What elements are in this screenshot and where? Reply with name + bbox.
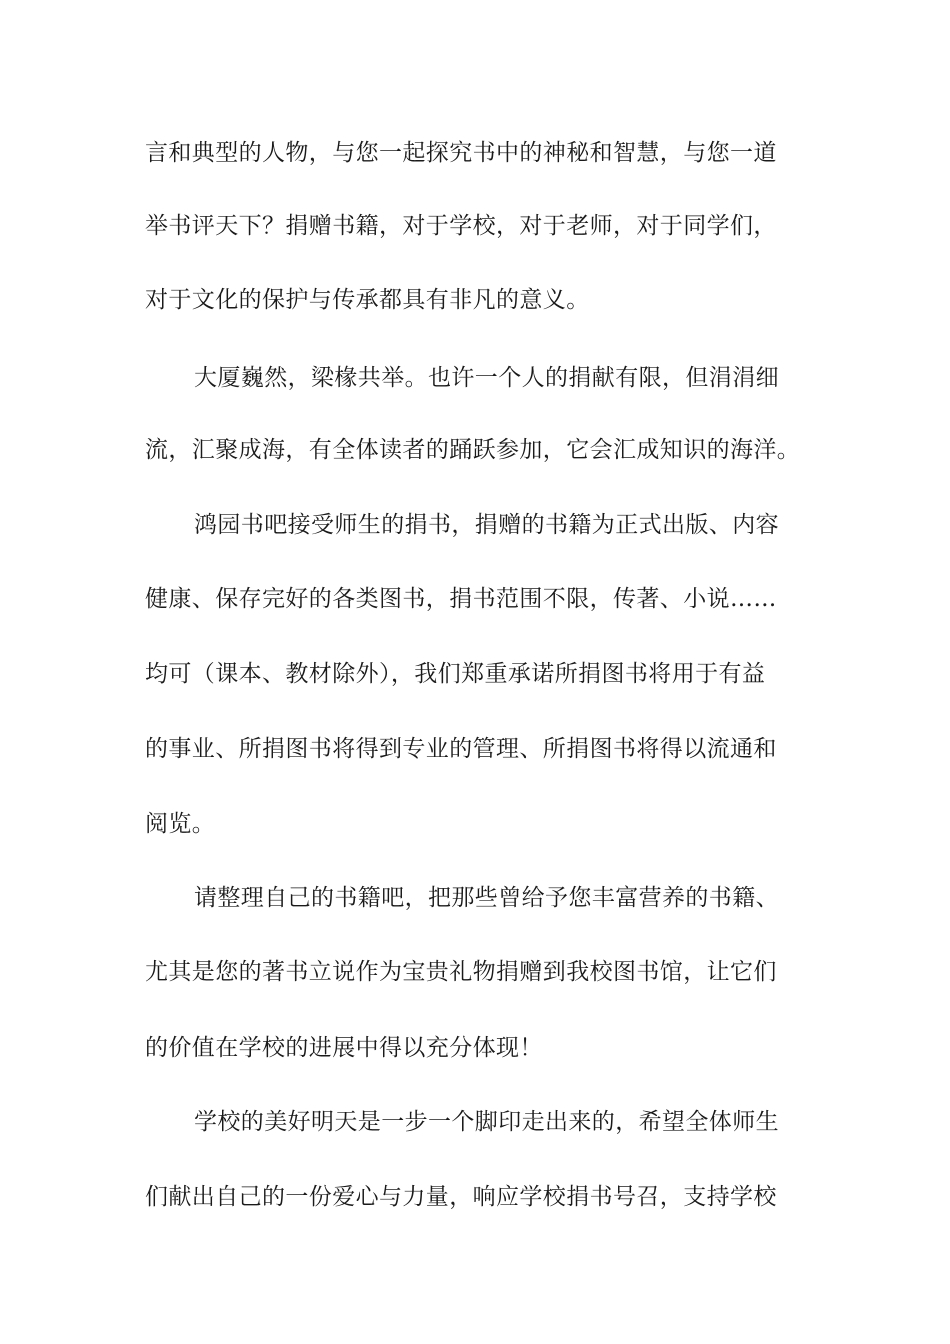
text-line: 的事业、所捐图书将得到专业的管理、所捐图书将得以流通和 (145, 736, 777, 762)
text-line: 均可（课本、教材除外），我们郑重承诺所捐图书将用于有益 (145, 661, 766, 687)
paragraph-first-line: 鸿园书吧接受师生的捐书，捐赠的书籍为正式出版、内容 (194, 512, 779, 538)
paragraph-first-line: 请整理自己的书籍吧，把那些曾给予您丰富营养的书籍、 (194, 885, 779, 911)
text-line: 流，汇聚成海，有全体读者的踊跃参加，它会汇成知识的海洋。 (145, 437, 801, 463)
text-line: 阅览。 (145, 811, 216, 837)
paragraph-first-line: 学校的美好明天是一步一个脚印走出来的，希望全体师生 (194, 1109, 779, 1135)
text-line: 健康、保存完好的各类图书，捐书范围不限，传著、小说…… (145, 586, 777, 612)
text-line: 举书评天下？捐赠书籍，对于学校，对于老师，对于同学们， (145, 213, 777, 239)
text-line: 尤其是您的著书立说作为宝贵礼物捐赠到我校图书馆，让它们 (145, 959, 777, 985)
paragraph-first-line: 大厦巍然，梁椽共举。也许一个人的捐献有限，但涓涓细 (194, 365, 779, 391)
text-line: 们献出自己的一份爱心与力量，响应学校捐书号召，支持学校 (145, 1184, 777, 1210)
text-line: 对于文化的保护与传承都具有非凡的意义。 (145, 287, 590, 313)
text-line: 的价值在学校的进展中得以充分体现！ (145, 1035, 543, 1061)
text-line: 言和典型的人物，与您一起探究书中的神秘和智慧，与您一道 (145, 140, 777, 166)
